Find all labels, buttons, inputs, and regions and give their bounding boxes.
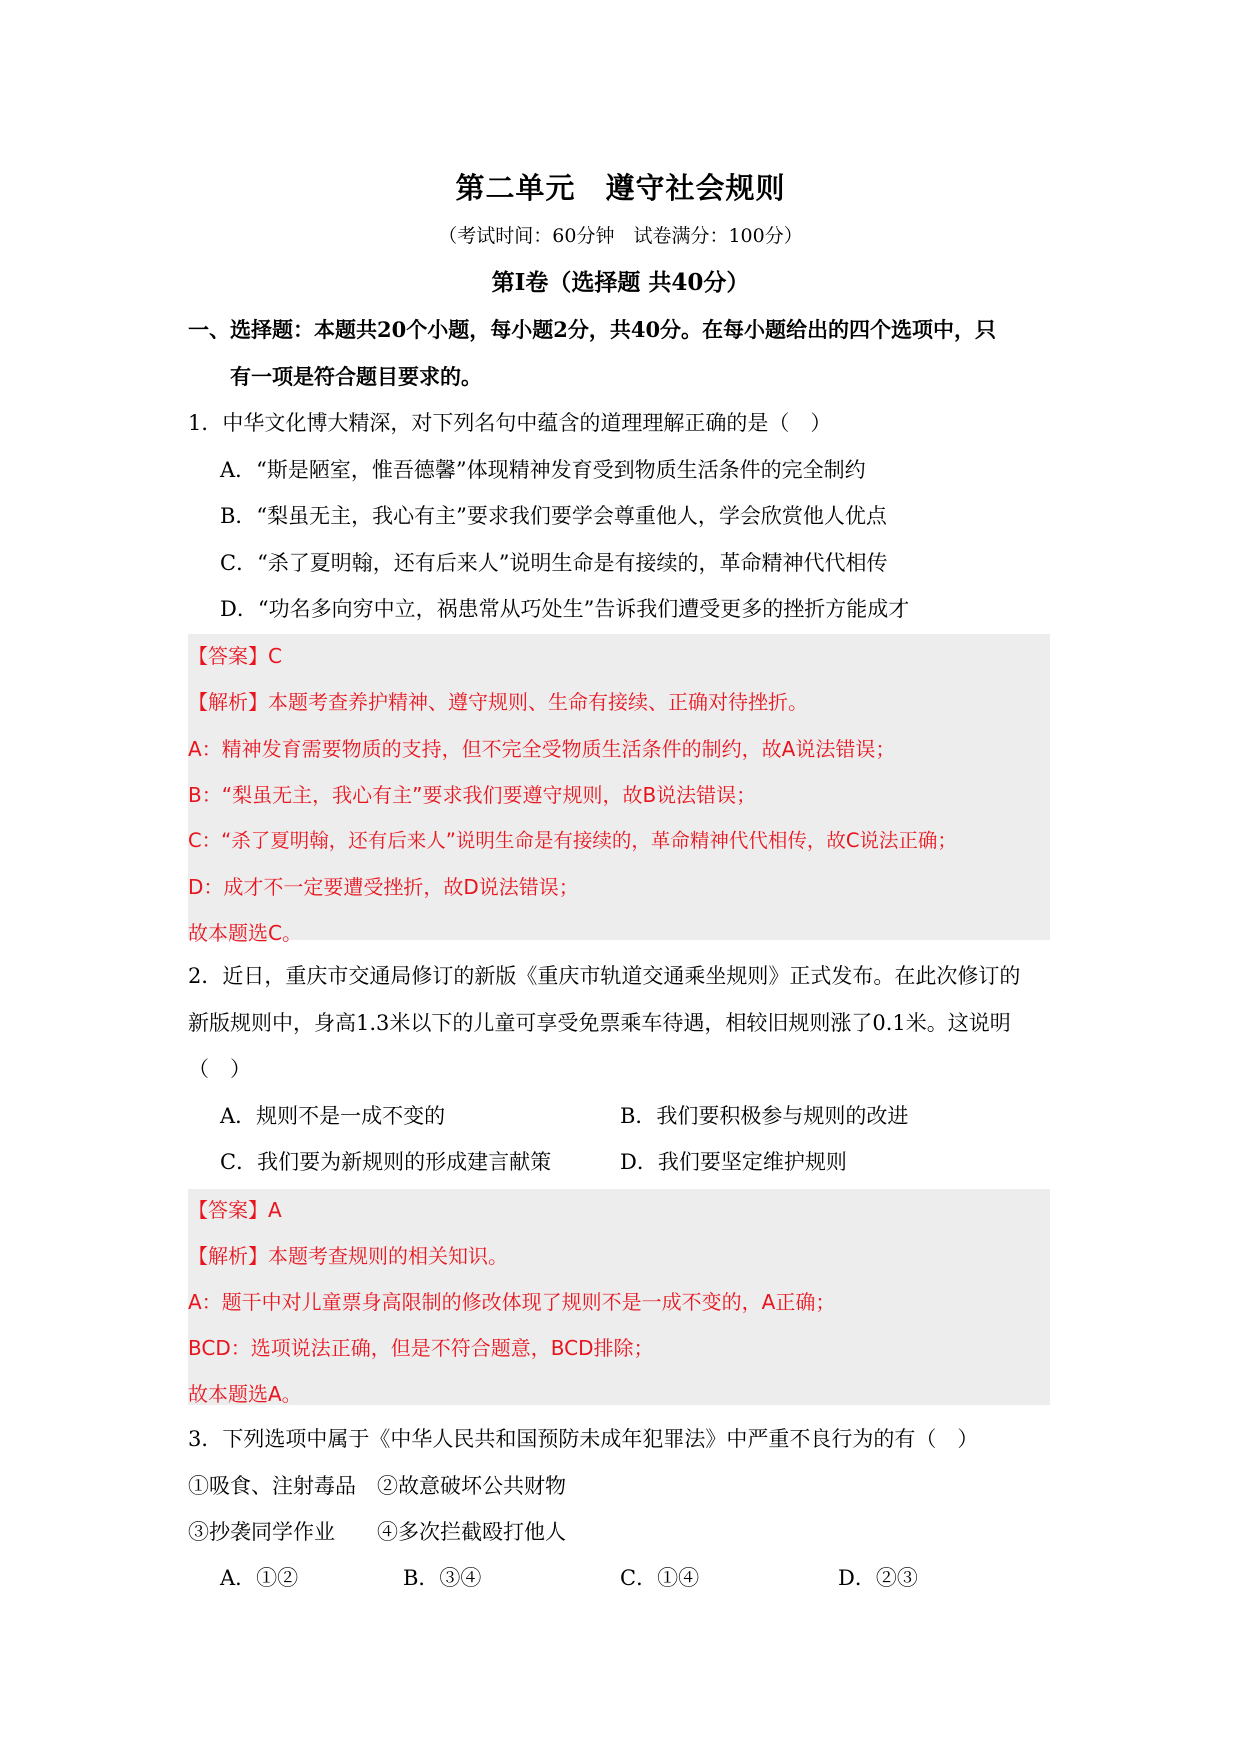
question-3-item-line: ①吸食、注射毒品 ②故意破坏公共财物 — [188, 1474, 566, 1498]
question-2-stem-line: 新版规则中，身高1.3米以下的儿童可享受免票乘车待遇，相较旧规则涨了0.1米。这说明 — [188, 1011, 1011, 1035]
question-1-analysis-line: D：成才不一定要遭受挫折，故D说法错误； — [188, 875, 579, 899]
question-1-analysis-line: 【解析】本题考查养护精神、遵守规则、生命有接续、正确对待挫折。 — [188, 690, 808, 714]
question-2-analysis-line: A：题干中对儿童票身高限制的修改体现了规则不是一成不变的，A正确； — [188, 1290, 836, 1314]
instructions-line-1: 一、选择题：本题共20个小题，每小题2分，共40分。在每小题给出的四个选项中，只 — [188, 317, 997, 342]
question-1-stem: 1．中华文化博大精深，对下列名句中蕴含的道理理解正确的是（ ） — [188, 411, 832, 435]
question-1-option-c: C．“杀了夏明翰，还有后来人”说明生命是有接续的，革命精神代代相传 — [220, 551, 888, 575]
question-3-stem: 3．下列选项中属于《中华人民共和国预防未成年犯罪法》中严重不良行为的有（ ） — [188, 1427, 979, 1451]
question-2-stem-line: 2．近日，重庆市交通局修订的新版《重庆市轨道交通乘坐规则》正式发布。在此次修订的 — [188, 964, 1021, 988]
question-2-analysis-line: 【解析】本题考查规则的相关知识。 — [188, 1244, 508, 1268]
question-2-option-d: D．我们要坚定维护规则 — [620, 1150, 847, 1174]
question-3-item-line: ③抄袭同学作业 ④多次拦截殴打他人 — [188, 1520, 566, 1544]
question-2-stem-line: （ ） — [188, 1057, 251, 1081]
page-title: 第二单元 遵守社会规则 — [455, 171, 786, 205]
question-2-analysis-line: 故本题选A。 — [188, 1382, 302, 1406]
question-2-analysis-line: BCD：选项说法正确，但是不符合题意，BCD排除； — [188, 1336, 654, 1360]
section-heading: 第Ⅰ卷（选择题 共40分） — [491, 269, 750, 296]
question-1-option-a: A．“斯是陋室，惟吾德馨”体现精神发育受到物质生活条件的完全制约 — [220, 458, 866, 482]
question-2-answer: 【答案】A — [188, 1198, 282, 1222]
question-1-option-b: B．“梨虽无主，我心有主”要求我们要学会尊重他人，学会欣赏他人优点 — [220, 504, 887, 528]
question-3-option-c: C．①④ — [620, 1566, 700, 1590]
question-1-analysis-line: 故本题选C。 — [188, 921, 302, 945]
question-2-option-b: B．我们要积极参与规则的改进 — [620, 1104, 909, 1128]
question-3-option-a: A．①② — [220, 1566, 299, 1590]
question-3-option-d: D．②③ — [838, 1566, 918, 1590]
question-1-analysis-line: C：“杀了夏明翰，还有后来人”说明生命是有接续的，革命精神代代相传，故C说法正确； — [188, 829, 957, 852]
question-1-analysis-line: B：“梨虽无主，我心有主”要求我们要遵守规则，故B说法错误； — [188, 783, 757, 807]
question-1-answer: 【答案】C — [188, 644, 282, 668]
instructions-line-2: 有一项是符合题目要求的。 — [230, 364, 482, 389]
question-3-option-b: B．③④ — [403, 1566, 482, 1590]
exam-info: （考试时间：60分钟 试卷满分：100分） — [438, 225, 803, 247]
question-2-option-c: C．我们要为新规则的形成建言献策 — [220, 1150, 552, 1174]
question-1-option-d: D．“功名多向穷中立，祸患常从巧处生”告诉我们遭受更多的挫折方能成才 — [220, 597, 910, 621]
question-1-analysis-line: A：精神发育需要物质的支持，但不完全受物质生活条件的制约，故A说法错误； — [188, 737, 896, 761]
question-2-option-a: A．规则不是一成不变的 — [220, 1104, 446, 1128]
